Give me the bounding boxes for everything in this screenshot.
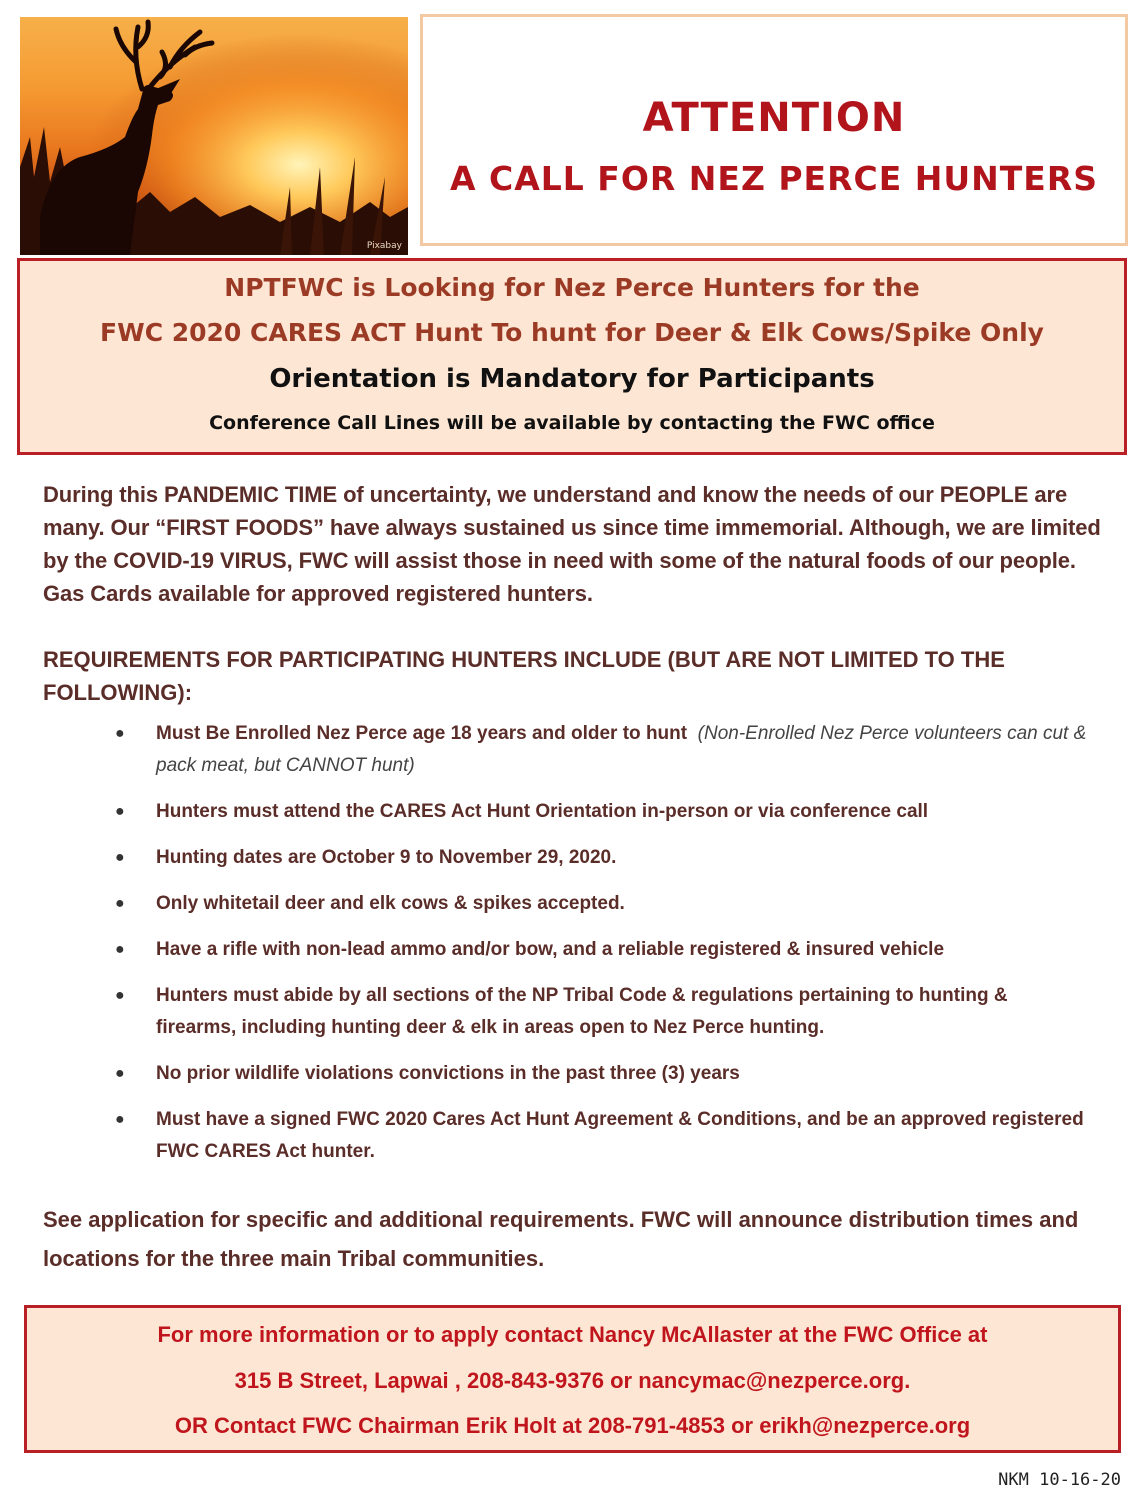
requirement-text: Only whitetail deer and elk cows & spikes accepted. <box>156 893 625 914</box>
list-item <box>112 796 1092 828</box>
contact-line-3: OR Contact FWC Chairman Erik Holt at 208-791-4853 or erikh@nezperce.org <box>174 1413 971 1438</box>
contact-box <box>24 1305 1121 1453</box>
deer-sunset-photo <box>20 17 408 255</box>
list-item <box>112 934 1092 966</box>
intro-paragraph: During this PANDEMIC TIME of uncertainty, we understand and know the needs of our PEOPLE are many. Our “FIRST FOODS” have always sustained us since time immemorial. Although, we are limited by the COVID-19 VIRUS, FWC will assist those in need with some of the natural foods of our people. Gas Cards available for approved registered hunters. <box>43 482 1101 606</box>
bullet-icon: ● <box>115 849 125 866</box>
bullet-icon: ● <box>115 1111 125 1128</box>
contact-line-2: 315 B Street, Lapwai , 208-843-9376 or nancymac@nezperce.org. <box>234 1368 911 1393</box>
bullet-icon: ● <box>115 987 125 1004</box>
bullet-icon: ● <box>115 725 125 742</box>
requirement-text: Hunters must attend the CARES Act Hunt Orientation in-person or via conference call <box>156 801 929 822</box>
page-subtitle: A CALL FOR NEZ PERCE HUNTERS <box>449 159 1099 198</box>
attention-header-box <box>420 14 1128 246</box>
requirement-text: Hunters must abide by all sections of the NP Tribal Code & regulations pertaining to hunting & firearms, including hunting deer & elk in areas open to Nez Perce hunting. <box>156 985 1008 1038</box>
list-item <box>112 1104 1092 1168</box>
requirement-note: (Non-Enrolled Nez Perce volunteers can cut & pack meat, but CANNOT hunt) <box>156 723 1087 776</box>
list-item <box>112 980 1092 1044</box>
list-item <box>112 1058 1092 1090</box>
list-item <box>112 842 1092 874</box>
requirements-heading: REQUIREMENTS FOR PARTICIPATING HUNTERS INCLUDE (BUT ARE NOT LIMITED TO THE FOLLOWING): <box>43 647 1005 705</box>
notice-box <box>17 258 1127 455</box>
requirement-text: Must Be Enrolled Nez Perce age 18 years and older to hunt <box>156 723 688 744</box>
contact-line-1: For more information or to apply contact Nancy McAllaster at the FWC Office at <box>157 1322 988 1347</box>
page-title: ATTENTION <box>642 95 906 141</box>
outro-paragraph: See application for specific and additional requirements. FWC will announce distribution times and locations for the three main Tribal communities. <box>43 1207 1079 1271</box>
notice-line-1: NPTFWC is Looking for Nez Perce Hunters for the <box>224 273 920 302</box>
document-code: NKM 10-16-20 <box>998 1470 1121 1490</box>
requirement-text: Hunting dates are October 9 to November 29, 2020. <box>156 847 617 868</box>
requirement-text: Have a rifle with non-lead ammo and/or bow, and a reliable registered & insured vehicle <box>156 939 945 960</box>
list-item <box>112 718 1092 782</box>
bullet-icon: ● <box>115 1065 125 1082</box>
notice-line-2: FWC 2020 CARES ACT Hunt To hunt for Deer & Elk Cows/Spike Only <box>100 318 1044 347</box>
list-item <box>112 888 1092 920</box>
photo-credit: Pixabay <box>366 241 402 251</box>
deer-silhouette-icon <box>20 17 408 255</box>
bullet-icon: ● <box>115 895 125 912</box>
requirements-list <box>112 718 1092 1182</box>
requirement-text: Must have a signed FWC 2020 Cares Act Hunt Agreement & Conditions, and be an approved registered FWC CARES Act hunter. <box>156 1109 1084 1162</box>
notice-conference-call: Conference Call Lines will be available by contacting the FWC office <box>209 412 935 434</box>
notice-mandatory-orientation: Orientation is Mandatory for Participants <box>269 364 875 394</box>
requirement-text: No prior wildlife violations convictions in the past three (3) years <box>156 1063 740 1084</box>
bullet-icon: ● <box>115 941 125 958</box>
bullet-icon: ● <box>115 803 125 820</box>
